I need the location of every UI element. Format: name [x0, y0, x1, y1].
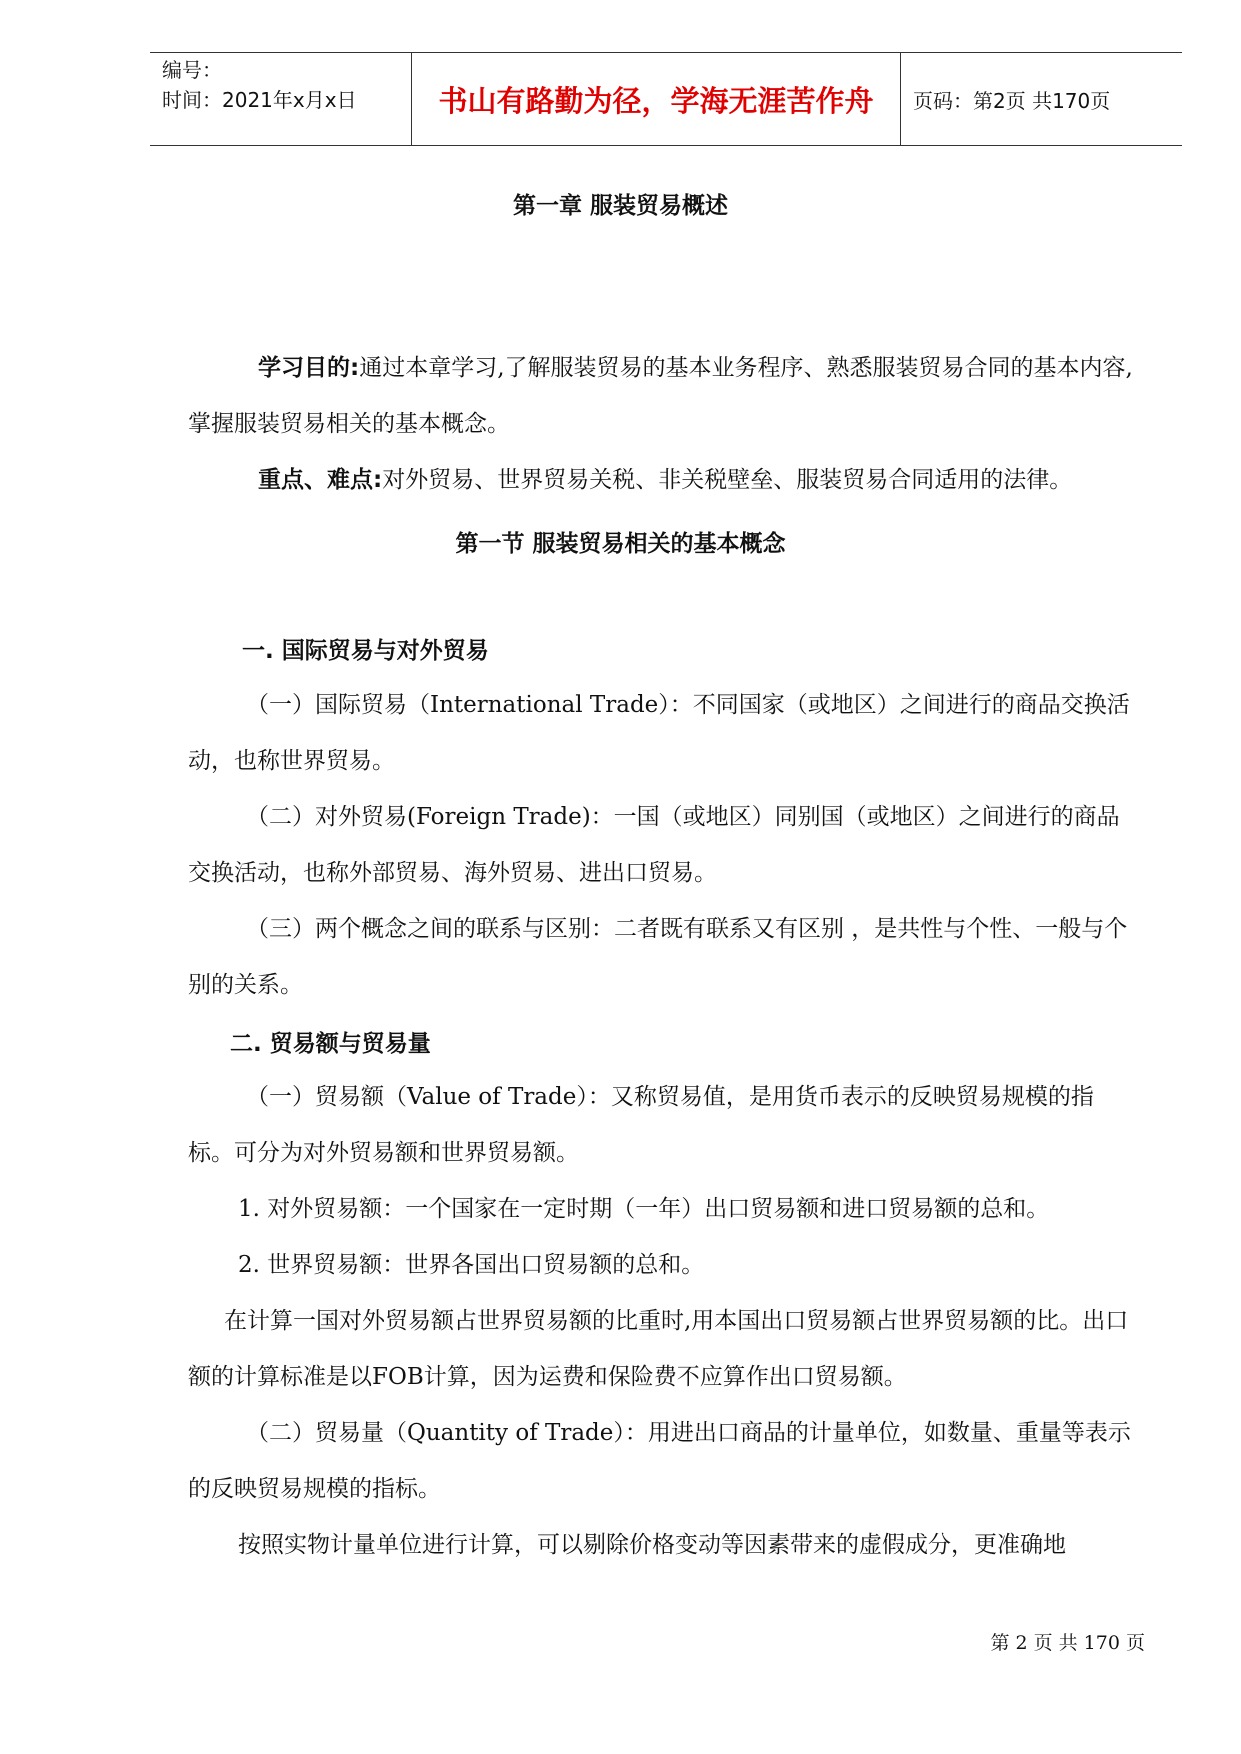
- objectives-label: 学习目的:: [258, 355, 360, 381]
- heading-international-trade: 一. 国际贸易与对外贸易: [242, 638, 489, 664]
- header-motto: 书山有路勤为径，学海无涯苦作舟: [412, 53, 901, 145]
- paragraph-foreign-trade: （二）对外贸易(Foreign Trade)：一国（或地区）同别国（或地区）之间进行的商品交换活动，也称外部贸易、海外贸易、进出口贸易。: [188, 804, 1120, 886]
- objectives-paragraph: [188, 340, 1138, 452]
- key-points-label: 重点、难点:: [258, 467, 383, 493]
- page-footer: 第 2 页 共 170 页: [990, 1632, 1145, 1654]
- paragraph-value-of-trade: （一）贸易额（Value of Trade）：又称贸易值，是用货币表示的反映贸易规模的指标。可分为对外贸易额和世界贸易额。: [188, 1084, 1094, 1166]
- header-page-label: 页码：第2页 共170页: [913, 88, 1111, 113]
- serial-label: 编号：: [162, 58, 222, 82]
- paragraph-calculation: 在计算一国对外贸易额占世界贸易额的比重时,用本国出口贸易额占世界贸易额的比。出口额的计算标准是以FOB计算，因为运费和保险费不应算作出口贸易额。: [188, 1308, 1129, 1390]
- section-title: 第一节 服装贸易相关的基本概念: [455, 531, 786, 557]
- objectives-text: 通过本章学习,了解服装贸易的基本业务程序、熟悉服装贸易合同的基本内容,掌握服装贸易相关的基本概念。: [188, 355, 1133, 437]
- page-header: [150, 52, 1182, 146]
- paragraph-international-trade: （一）国际贸易（International Trade）：不同国家（或地区）之间进行的商品交换活动，也称世界贸易。: [188, 692, 1130, 774]
- paragraph-quantity-of-trade: （二）贸易量（Quantity of Trade）：用进出口商品的计量单位，如数量、重量等表示的反映贸易规模的指标。: [188, 1420, 1131, 1502]
- paragraph-foreign-trade-value: 1. 对外贸易额：一个国家在一定时期（一年）出口贸易额和进口贸易额的总和。: [238, 1196, 1050, 1222]
- paragraph-relationship: （三）两个概念之间的联系与区别：二者既有联系又有区别 ，是共性与个性、一般与个别的关系。: [188, 916, 1128, 998]
- time-label: 时间：2021年x月x日: [162, 88, 357, 112]
- heading-trade-value-volume: 二. 贸易额与贸易量: [230, 1031, 431, 1057]
- paragraph-physical-units: 按照实物计量单位进行计算，可以剔除价格变动等因素带来的虚假成分，更准确地: [238, 1532, 1066, 1558]
- header-meta: [150, 53, 412, 145]
- paragraph-world-trade-value: 2. 世界贸易额：世界各国出口贸易额的总和。: [238, 1252, 705, 1278]
- key-points-paragraph: [188, 452, 1138, 508]
- chapter-title: 第一章 服装贸易概述: [512, 193, 728, 219]
- key-points-text: 对外贸易、世界贸易关税、非关税壁垒、服装贸易合同适用的法律。: [382, 467, 1073, 493]
